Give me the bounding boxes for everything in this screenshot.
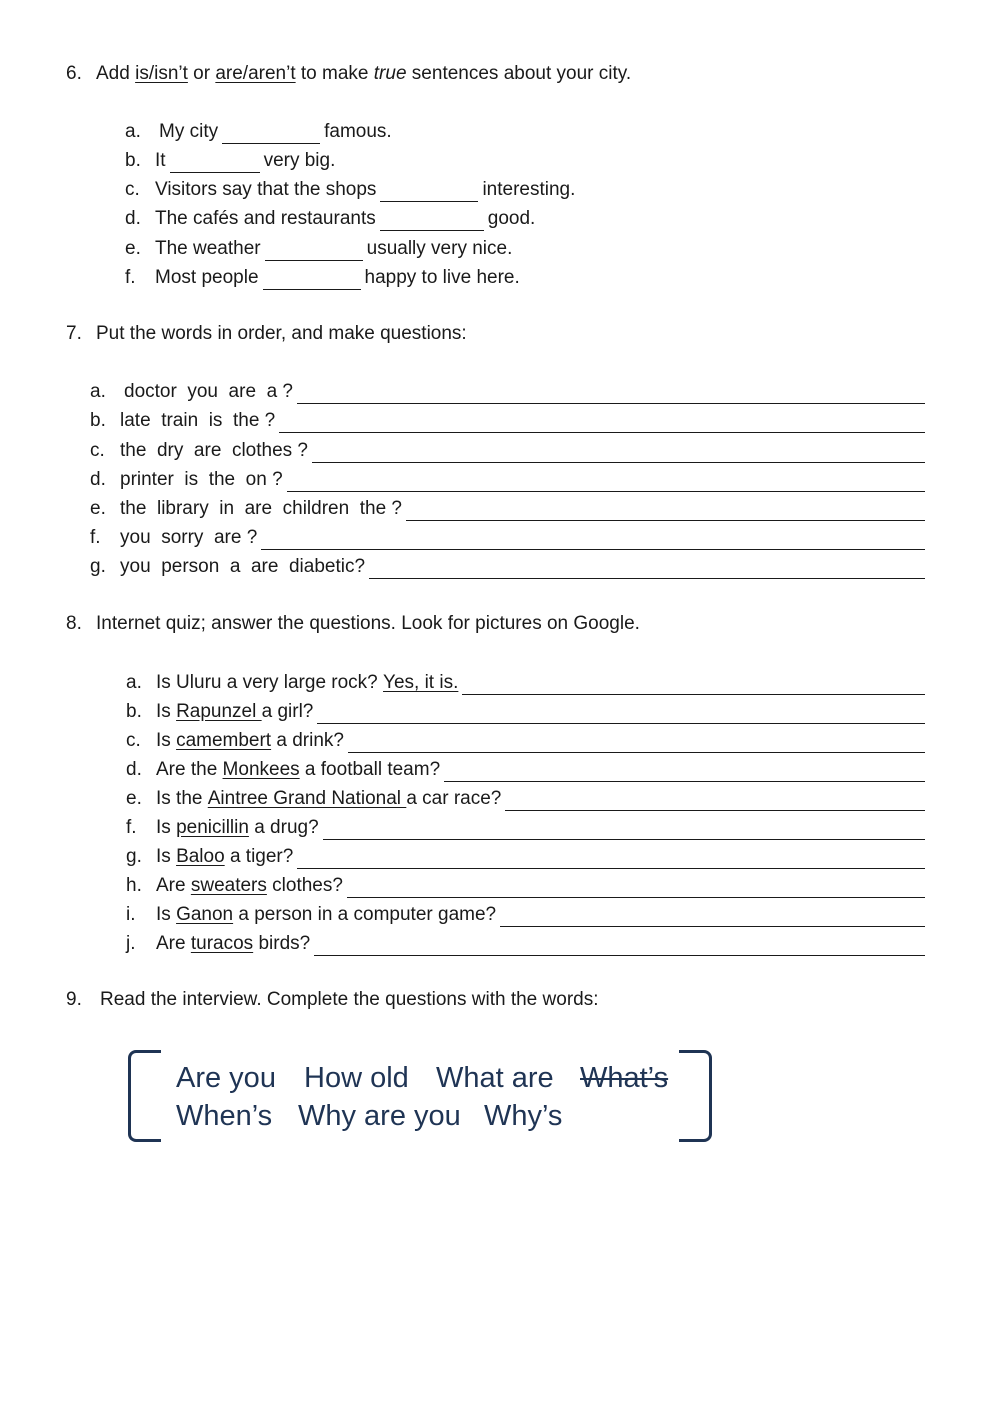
q8-item: c. Is camembert a drink?	[126, 729, 925, 753]
word-chip-used: What’s	[580, 1062, 669, 1094]
answer-blank[interactable]	[222, 125, 320, 144]
sample-answer: Yes, it is.	[383, 672, 459, 693]
q7-item: b. late train is the ?	[90, 409, 925, 433]
answer-line[interactable]	[323, 821, 925, 840]
q7-heading: 7. Put the words in order, and make questions:	[66, 323, 467, 344]
q8-item: i. Is Ganon a person in a computer game?	[126, 903, 925, 927]
keyword-link[interactable]: turacos	[190, 933, 254, 954]
answer-blank[interactable]	[263, 271, 361, 290]
keyword-link[interactable]: Monkees	[222, 759, 300, 780]
word-chip: What are	[436, 1062, 554, 1094]
answer-line[interactable]	[314, 937, 925, 956]
q7-item: a. doctor you are a ?	[90, 380, 925, 404]
q7-item: e. the library in are children the ?	[90, 497, 925, 521]
q6-option-is: is/isn’t	[135, 63, 188, 84]
q8-item: g. Is Baloo a tiger?	[126, 845, 925, 869]
q8-item: h. Are sweaters clothes?	[126, 874, 925, 898]
q8-item: j. Are turacos birds?	[126, 932, 925, 956]
word-chip: Are you	[176, 1062, 276, 1094]
q7-item: f. you sorry are ?	[90, 526, 925, 550]
answer-blank[interactable]	[380, 183, 478, 202]
keyword-link[interactable]: penicillin	[176, 817, 249, 838]
q6-item: b. It very big.	[125, 150, 336, 171]
answer-blank[interactable]	[380, 212, 484, 231]
q7-item: d. printer is the on ?	[90, 468, 925, 492]
keyword-link[interactable]: sweaters	[190, 875, 267, 896]
answer-blank[interactable]	[265, 242, 363, 261]
answer-line[interactable]	[444, 763, 925, 782]
q6-heading: 6. Add is/isn’t or are/aren’t to make true sentences about your city.	[66, 63, 632, 84]
q7-item: g. you person a are diabetic?	[90, 555, 925, 579]
q7-item: c. the dry are clothes ?	[90, 439, 925, 463]
q9-heading: 9. Read the interview. Complete the questions with the words:	[66, 989, 599, 1010]
keyword-link[interactable]: Ganon	[176, 904, 234, 925]
q6-item: e. The weather usually very nice.	[125, 238, 513, 259]
answer-line[interactable]	[317, 705, 925, 724]
q8-item: d. Are the Monkees a football team?	[126, 758, 925, 782]
answer-line[interactable]	[347, 879, 925, 898]
q6-option-are: are/aren’t	[215, 63, 296, 84]
q6-item: c. Visitors say that the shops interesting.	[125, 179, 576, 200]
keyword-link[interactable]: Baloo	[176, 846, 225, 867]
q6-item: f. Most people happy to live here.	[125, 267, 520, 288]
keyword-link[interactable]: Aintree Grand National	[207, 788, 407, 809]
q8-item: e. Is the Aintree Grand National a car race?	[126, 787, 925, 811]
answer-line[interactable]	[369, 560, 925, 579]
q6-item: a. My city famous.	[125, 121, 392, 142]
keyword-link[interactable]: camembert	[176, 730, 272, 751]
word-chip: When’s	[176, 1100, 273, 1132]
right-bracket	[679, 1050, 712, 1142]
keyword-link[interactable]: Rapunzel	[176, 701, 262, 722]
answer-line[interactable]	[505, 792, 925, 811]
answer-line[interactable]	[287, 473, 925, 492]
q8-item: b. Is Rapunzel a girl?	[126, 700, 925, 724]
answer-line[interactable]	[348, 734, 925, 753]
word-chip: Why are you	[298, 1100, 461, 1132]
word-chip: How old	[304, 1062, 409, 1094]
q8-item: a. Is Uluru a very large rock? Yes, it is.	[126, 671, 925, 695]
word-chip: Why’s	[484, 1100, 563, 1132]
answer-line[interactable]	[500, 908, 925, 927]
word-box	[128, 1050, 712, 1140]
q6-item: d. The cafés and restaurants good.	[125, 208, 536, 229]
answer-line[interactable]	[279, 414, 925, 433]
answer-line[interactable]	[297, 850, 925, 869]
answer-line[interactable]	[261, 531, 925, 550]
left-bracket	[128, 1050, 161, 1142]
answer-line[interactable]	[312, 444, 925, 463]
answer-line[interactable]	[297, 385, 925, 404]
q8-item: f. Is penicillin a drug?	[126, 816, 925, 840]
q8-heading: 8. Internet quiz; answer the questions. Look for pictures on Google.	[66, 613, 640, 634]
answer-line[interactable]	[462, 676, 925, 695]
answer-line[interactable]	[406, 502, 925, 521]
answer-blank[interactable]	[170, 154, 260, 173]
